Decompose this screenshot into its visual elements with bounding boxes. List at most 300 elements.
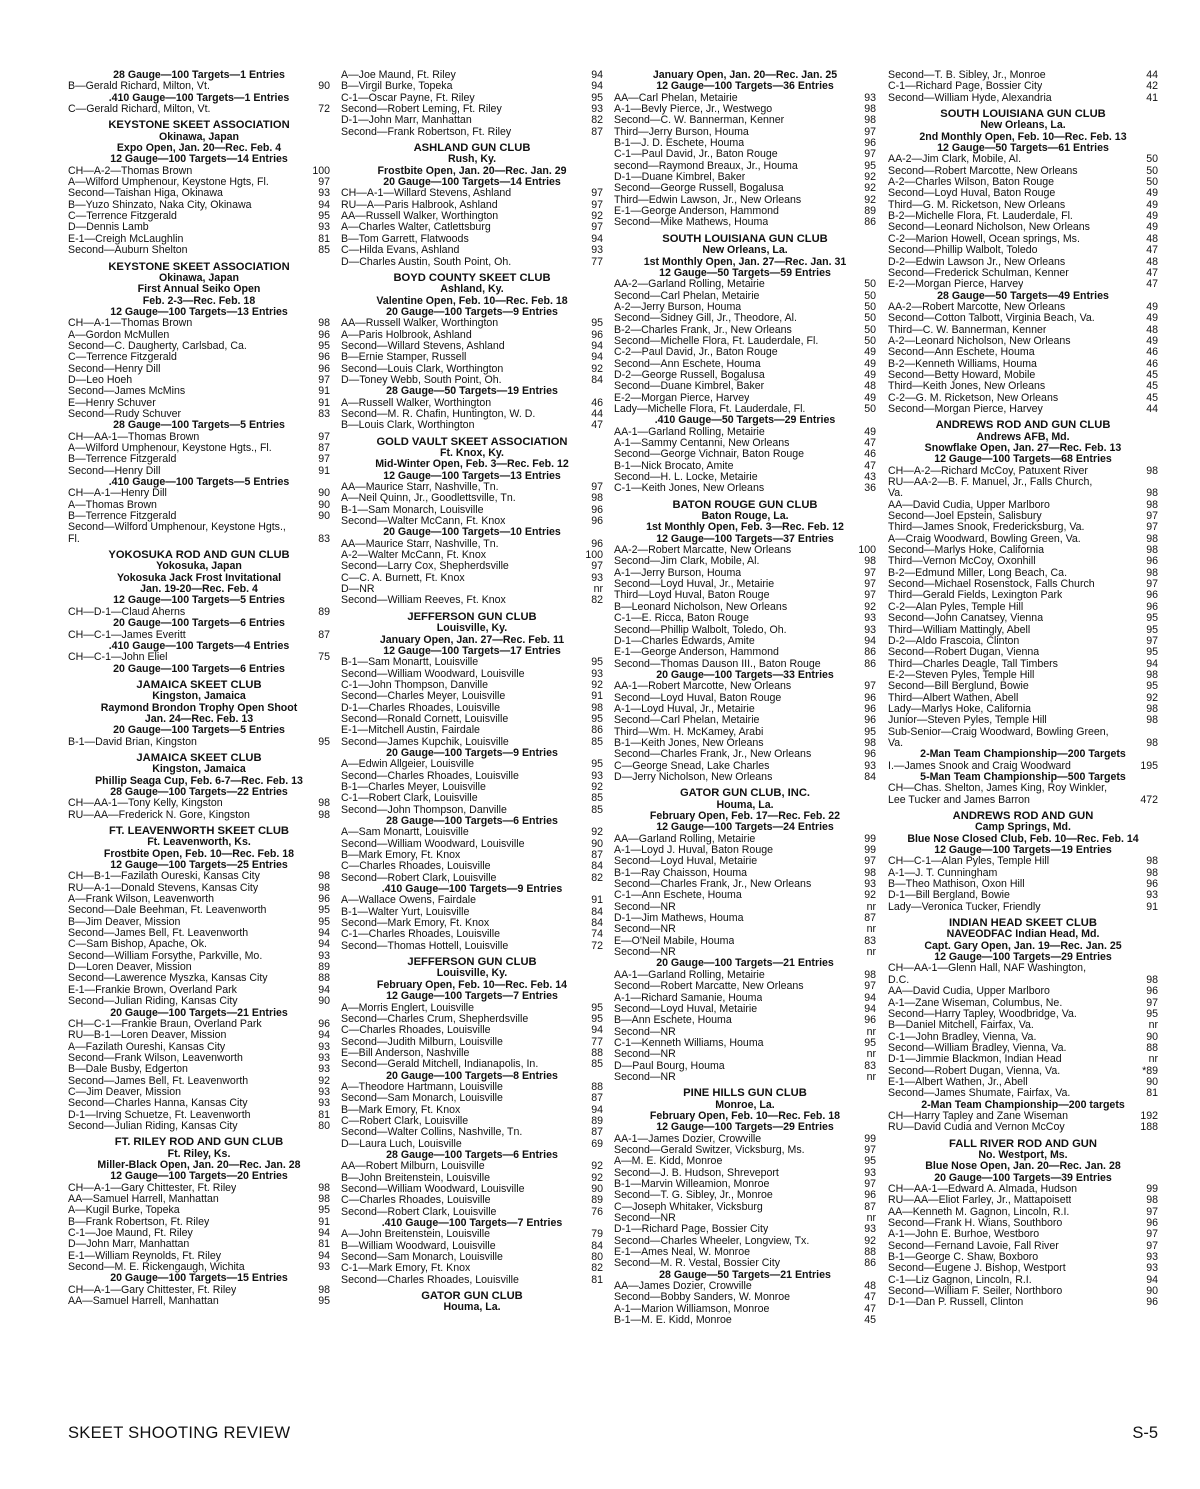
shooter-entry: AA—Samuel Harrell, Manhattan — [68, 1194, 219, 1205]
event-heading: 20 Gauge—100 Targets—15 Entries — [110, 1273, 288, 1285]
score: 95 — [318, 905, 330, 917]
event-heading: 2-Man Team Championship—200 Targets — [920, 749, 1126, 761]
result-row — [614, 681, 876, 692]
event-heading: 20 Gauge—100 Targets—5 Entries — [113, 725, 285, 737]
score: 50 — [864, 290, 876, 302]
result-row — [614, 704, 876, 715]
score: 97 — [864, 681, 876, 693]
shooter-entry: Second—Fernand Lavoie, Fall River — [888, 1240, 1059, 1252]
result-row — [68, 1217, 330, 1228]
score: 82 — [591, 595, 603, 607]
score: 99 — [864, 845, 876, 857]
score: 97 — [318, 431, 330, 443]
score: 94 — [591, 81, 603, 93]
shooter-entry: CH—A-1—Gary Chittester, Ft. Riley — [68, 1182, 237, 1194]
result-row — [614, 659, 876, 670]
shooter-entry: D.C. — [888, 974, 910, 986]
shooter-entry: Second—Robert Marcotte, New Orleans — [888, 165, 1078, 177]
shooter-entry: Second—William Woodward, Louisville — [341, 838, 525, 850]
result-row — [614, 902, 876, 913]
shooter-entry: Second—Carl Phelan, Metairie — [614, 290, 760, 302]
result-row — [614, 381, 876, 392]
result-row — [888, 1122, 1158, 1133]
score: 93 — [318, 1262, 330, 1274]
result-row — [341, 929, 603, 940]
event-heading: Andrews AFB, Md. — [976, 431, 1070, 443]
shooter-entry: Second—Frederick Schulman, Kenner — [888, 267, 1069, 279]
score: 96 — [318, 894, 330, 906]
score: 50 — [864, 313, 876, 325]
result-row — [888, 1241, 1158, 1252]
result-row — [341, 115, 603, 126]
score: 93 — [591, 668, 603, 680]
event-heading: Baton Rouge, La. — [701, 511, 789, 523]
score: nr — [1148, 1020, 1158, 1032]
score: 75 — [318, 652, 330, 664]
club-heading: SOUTH LOUISIANA GUN CLUB — [662, 233, 828, 245]
result-row — [888, 268, 1158, 279]
score: 93 — [591, 104, 603, 116]
score: 99 — [864, 1133, 876, 1145]
event-heading: Mid-Winter Open, Feb. 3—Rec. Feb. 12 — [375, 459, 569, 471]
result-row — [888, 1218, 1158, 1229]
result-row — [888, 381, 1158, 392]
score: 95 — [591, 759, 603, 771]
shooter-entry: Sub-Senior—Craig Woodward, Bowling Green, — [888, 726, 1109, 738]
result-row — [341, 827, 603, 838]
result-row — [68, 951, 330, 962]
score: 98 — [1146, 867, 1158, 879]
score: 98 — [1146, 1195, 1158, 1207]
score: 49 — [864, 392, 876, 404]
shooter-entry: Second—Robert Marcatte, New Orleans — [614, 981, 804, 993]
result-row — [614, 715, 876, 726]
score: nr — [866, 1213, 876, 1225]
shooter-entry: Second—Charles Frank, Jr., New Orleans — [614, 879, 812, 891]
result-row — [888, 963, 1158, 974]
result-row — [68, 500, 330, 511]
score: 91 — [318, 465, 330, 477]
result-row — [341, 1014, 603, 1025]
score: 95 — [318, 736, 330, 748]
event-heading: Capt. Gary Open, Jan. 19—Rec. Jan. 25 — [924, 940, 1122, 952]
score: 88 — [1146, 1042, 1158, 1054]
score: 41 — [1146, 92, 1158, 104]
score: 43 — [864, 472, 876, 484]
score: 92 — [591, 781, 603, 793]
result-row — [888, 188, 1158, 199]
event-heading: 12 Gauge—100 Targets—68 Entries — [934, 454, 1112, 466]
score: 95 — [864, 1156, 876, 1168]
result-row — [614, 579, 876, 590]
result-row — [614, 1315, 876, 1326]
shooter-entry: AA—David Cudia, Upper Marlboro — [888, 986, 1050, 998]
result-row — [341, 1161, 603, 1172]
event-heading: February Open, Feb. 17—Rec. Feb. 22 — [649, 811, 841, 822]
result-row — [68, 1121, 330, 1132]
result-row — [614, 1258, 876, 1269]
result-row — [888, 93, 1158, 104]
score: 98 — [1146, 737, 1158, 749]
result-row — [341, 1241, 603, 1252]
event-heading: Camp Springs, Md. — [975, 822, 1071, 834]
shooter-entry: A—Frank Wilson, Leavenworth — [68, 894, 215, 906]
score: 100 — [312, 165, 330, 177]
result-row — [341, 341, 603, 352]
shooter-entry: Second—Walter McCann, Ft. Knox — [341, 516, 506, 528]
event-heading: Yokosuka Jack Frost Invitational — [116, 572, 282, 584]
shooter-entry: C-1—Keith Jones, New Orleans — [614, 483, 765, 495]
score: 95 — [591, 713, 603, 725]
result-row — [614, 472, 876, 483]
result-row — [341, 505, 603, 516]
shooter-entry: Second—Jim Clark, Mobile, Al. — [614, 556, 760, 568]
score: 97 — [1146, 1240, 1158, 1252]
score: 96 — [1146, 590, 1158, 602]
shooter-entry: Lady—Marlys Hoke, California — [888, 703, 1032, 715]
score: 89 — [318, 962, 330, 974]
score: 93 — [591, 572, 603, 584]
score: 49 — [864, 426, 876, 438]
score: 98 — [318, 1284, 330, 1296]
shooter-entry: Second—Charles Meyer, Louisville — [341, 691, 506, 703]
score: 97 — [1146, 1206, 1158, 1218]
result-row — [888, 404, 1158, 415]
result-row — [341, 104, 603, 115]
event-heading: 28 Gauge—100 Targets—5 Entries — [113, 420, 285, 432]
score: 49 — [864, 358, 876, 370]
result-row — [341, 398, 603, 409]
result-row — [68, 996, 330, 1007]
score: 90 — [1146, 1076, 1158, 1088]
result-row — [888, 1088, 1158, 1099]
score: 96 — [318, 352, 330, 364]
result-row — [888, 1252, 1158, 1263]
score: 98 — [1146, 715, 1158, 727]
shooter-entry: AA—Russell Walker, Worthington — [341, 318, 499, 330]
event-heading: 12 Gauge—100 Targets—37 Entries — [656, 533, 834, 545]
score: 82 — [591, 1263, 603, 1275]
column-4 — [888, 70, 1158, 1309]
score: 90 — [1146, 1031, 1158, 1043]
shooter-entry: Second—Phillip Walbolt, Toledo — [888, 245, 1038, 257]
result-row — [68, 454, 330, 465]
result-row — [614, 461, 876, 472]
score: 47 — [1146, 279, 1158, 291]
score: 46 — [1146, 347, 1158, 359]
shooter-entry: Second—NR — [614, 924, 676, 936]
result-row — [341, 222, 603, 233]
shooter-entry: Second—James McMins — [68, 386, 186, 398]
result-row — [614, 172, 876, 183]
score: 49 — [1146, 222, 1158, 234]
result-row — [614, 545, 876, 556]
score: 47 — [864, 438, 876, 449]
event-heading: New Orleans, La. — [980, 120, 1066, 132]
score: 96 — [1146, 1297, 1158, 1309]
shooter-entry: C-1—Charles Rhoades, Louisville — [341, 929, 500, 941]
shooter-entry: Second—T. B. Sibley, Jr., Monroe — [888, 70, 1046, 81]
shooter-entry: AA—Maurice Starr, Nashville, Tn. — [341, 482, 499, 494]
event-heading: January Open, Jan. 20—Rec. Jan. 25 — [652, 70, 838, 81]
score: 49 — [1146, 301, 1158, 313]
result-row — [341, 1127, 603, 1138]
result-row — [614, 647, 876, 658]
result-row — [888, 783, 1158, 794]
shooter-entry: B—Mark Emory, Ft. Knox — [341, 850, 461, 862]
score: 98 — [591, 493, 603, 505]
result-row — [68, 1205, 330, 1216]
shooter-entry: E-1—George Anderson, Hammond — [614, 647, 779, 659]
score: 81 — [318, 1109, 330, 1121]
score: 95 — [864, 160, 876, 172]
shooter-entry: Second—Charles Rhoades, Louisville — [341, 1274, 519, 1286]
result-row — [614, 206, 876, 217]
score: 80 — [591, 1252, 603, 1264]
shooter-entry: E-1—Albert Wathen, Jr., Abell — [888, 1076, 1028, 1088]
result-row — [68, 1098, 330, 1109]
score: 47 — [1146, 245, 1158, 257]
score: 84 — [591, 918, 603, 930]
shooter-entry: A—Wallace Owens, Fairdale — [341, 895, 477, 907]
event-heading: 28 Gauge—100 Targets—1 Entries — [113, 70, 285, 81]
result-row — [614, 568, 876, 579]
score: 42 — [1146, 81, 1158, 93]
result-row — [614, 313, 876, 324]
result-row — [68, 352, 330, 363]
shooter-entry: Second—Morgan Pierce, Harvey — [888, 403, 1043, 415]
score: 69 — [591, 1138, 603, 1150]
club-heading: PINE HILLS GUN CLUB — [683, 1088, 807, 1100]
shooter-entry: C-1—Ann Eschete, Houma — [614, 890, 742, 902]
shooter-entry: Third—Albert Wathen, Abell — [888, 692, 1019, 704]
score: 93 — [864, 613, 876, 625]
result-row — [614, 347, 876, 358]
shooter-entry: Second—Bobby Sanders, W. Monroe — [614, 1292, 791, 1304]
result-row — [888, 177, 1158, 188]
shooter-entry: RU—AA—Frederick N. Gore, Kingston — [68, 809, 250, 821]
shooter-entry: D—Loren Deaver, Mission — [68, 962, 192, 974]
shooter-entry: D—Charles Austin, South Point, Oh. — [341, 256, 512, 268]
score: 97 — [864, 126, 876, 138]
club-heading: BATON ROUGE GUN CLUB — [672, 499, 818, 511]
shooter-entry: C—Charles Rhoades, Louisville — [341, 1195, 491, 1207]
score: nr — [593, 584, 603, 596]
score: nr — [866, 947, 876, 959]
result-row — [888, 211, 1158, 222]
result-row — [888, 856, 1158, 867]
result-row — [341, 595, 603, 606]
shooter-entry: D-1—Bill Bergland, Bowie — [888, 890, 1010, 902]
score: 94 — [318, 939, 330, 951]
result-row — [888, 1077, 1158, 1088]
shooter-entry: AA—Russell Walker, Worthington — [341, 211, 499, 223]
shooter-entry: C—Joseph Whitaker, Vicksburg — [614, 1201, 763, 1213]
event-heading: January Open, Jan. 27—Rec. Feb. 11 — [379, 634, 565, 646]
result-row — [614, 993, 876, 1004]
score: 83 — [318, 408, 330, 420]
shooter-entry: Second—Auburn Shelton — [68, 245, 188, 257]
result-row — [888, 568, 1158, 579]
result-row — [68, 330, 330, 341]
result-row — [68, 894, 330, 905]
score: 94 — [864, 635, 876, 647]
shooter-entry: Third—James Snook, Fredericksburg, Va. — [888, 522, 1085, 534]
result-row — [614, 359, 876, 370]
shooter-entry: C-1—Kenneth Williams, Houma — [614, 1037, 764, 1049]
event-heading: 20 Gauge—100 Targets—39 Entries — [934, 1172, 1112, 1184]
score: 94 — [591, 70, 603, 81]
score: 92 — [591, 827, 603, 839]
score: 48 — [864, 1281, 876, 1293]
shooter-entry: Second—Wilford Umphenour, Keystone Hgts., — [68, 522, 286, 534]
score: 49 — [1146, 335, 1158, 347]
shooter-entry: B—William Woodward, Louisville — [341, 1240, 496, 1252]
score: 83 — [318, 533, 330, 545]
result-row — [341, 1003, 603, 1014]
score: 91 — [591, 895, 603, 907]
event-heading: 20 Gauge—100 Targets—21 Entries — [656, 958, 834, 970]
event-heading: 12 Gauge—100 Targets—19 Entries — [934, 845, 1112, 857]
result-row — [614, 749, 876, 760]
score: 47 — [1146, 267, 1158, 279]
score: 95 — [1146, 647, 1158, 659]
event-heading: Frostbite Open, Feb. 10—Rec. Feb. 18 — [103, 848, 295, 860]
shooter-entry: CH—A-1—Gary Chittester, Ft. Riley — [68, 1284, 237, 1296]
shooter-entry: Second—Julian Riding, Kansas City — [68, 996, 238, 1008]
result-row — [888, 336, 1158, 347]
result-row — [341, 873, 603, 884]
shooter-entry: C-1—John Thompson, Danville — [341, 679, 489, 691]
result-row — [888, 556, 1158, 567]
score: 44 — [591, 408, 603, 420]
column-1 — [68, 70, 330, 1307]
shooter-entry: Third—C. W. Bannerman, Kenner — [888, 324, 1047, 336]
shooter-entry: A-1—Loyd J. Huval, Baton Rouge — [614, 845, 773, 857]
shooter-entry: Second—Thomas Hottell, Louisville — [341, 940, 509, 952]
shooter-entry: AA-2—Robert Marcatte, New Orleans — [614, 545, 792, 557]
shooter-entry: Second—James Shumate, Fairfax, Va. — [888, 1088, 1071, 1100]
shooter-entry: Va. — [888, 737, 904, 749]
shooter-entry: Lee Tucker and James Barron — [888, 794, 1030, 806]
result-row — [614, 1247, 876, 1258]
score: 97 — [591, 199, 603, 211]
score: 88 — [591, 1081, 603, 1093]
event-heading: Phillip Seaga Cup, Feb. 6-7—Rec. Feb. 13 — [95, 775, 303, 787]
result-row — [614, 138, 876, 149]
shooter-entry: CH—AA-1—Edward A. Almada, Hudson — [888, 1184, 1078, 1195]
score: 94 — [1146, 1274, 1158, 1286]
score: 85 — [591, 1059, 603, 1071]
result-row — [68, 917, 330, 928]
shooter-entry: D—John Marr, Manhattan — [68, 1239, 190, 1251]
result-row — [888, 1263, 1158, 1274]
shooter-entry: Second—C. Daugherty, Carlsbad, Ca. — [68, 340, 247, 352]
shooter-entry: A—Wilford Umphenour, Keystone Hgts, Fl. — [68, 177, 269, 189]
event-heading: 2-Man Team Championship—200 targets — [921, 1099, 1125, 1111]
score: 49 — [864, 347, 876, 359]
score: 96 — [591, 516, 603, 528]
score: 93 — [318, 1098, 330, 1110]
shooter-entry: D—Jerry Nicholson, New Orleans — [614, 771, 773, 783]
score: 96 — [1146, 1218, 1158, 1230]
score — [1154, 477, 1158, 488]
shooter-entry: B—Tom Garrett, Flatwoods — [341, 233, 469, 245]
result-row — [888, 1043, 1158, 1054]
shooter-entry: B-1—George C. Shaw, Boxboro — [888, 1252, 1039, 1264]
score: 85 — [591, 793, 603, 805]
event-heading: Miller-Black Open, Jan. 20—Rec. Jan. 28 — [97, 1159, 301, 1171]
event-heading: Blue Nose Closed Club, Feb. 10—Rec. Feb. 14 — [907, 833, 1139, 845]
result-row — [888, 466, 1158, 477]
score: 98 — [1146, 499, 1158, 511]
shooter-entry: E-2—Steven Pyles, Temple Hill — [888, 669, 1035, 681]
score: 49 — [1146, 313, 1158, 325]
result-row — [341, 805, 603, 816]
shooter-entry: Junior—Steven Pyles, Temple Hill — [888, 715, 1047, 727]
score: 92 — [591, 1172, 603, 1184]
event-heading: 28 Gauge—50 Targets—21 Entries — [659, 1269, 831, 1281]
score: 94 — [1146, 658, 1158, 670]
result-row — [341, 93, 603, 104]
result-row — [341, 669, 603, 680]
result-row — [341, 482, 603, 493]
shooter-entry: Second—James Kupchik, Louisville — [341, 736, 509, 748]
result-row — [68, 1262, 330, 1273]
shooter-entry: AA—James Dozier, Crowville — [614, 1281, 752, 1293]
shooter-entry: Second—Charles Hanna, Kansas City — [68, 1098, 248, 1110]
shooter-entry: Second—Ronald Cornett, Louisville — [341, 713, 509, 725]
shooter-entry: B-1—Marvin Willeamion, Monroe — [614, 1179, 770, 1190]
shooter-entry: CH—A-2—Richard McCoy, Patuxent River — [888, 465, 1088, 477]
shooter-entry: Second—Loyd Huval, Baton Rouge — [614, 692, 782, 704]
shooter-entry: AA—David Cudia, Upper Marlboro — [888, 499, 1050, 511]
score: 93 — [864, 1224, 876, 1236]
shooter-entry: Second—John Thompson, Danville — [341, 804, 507, 816]
score: 81 — [1146, 1088, 1158, 1100]
event-heading: 12 Gauge—100 Targets—13 Entries — [110, 306, 288, 318]
result-row — [614, 1213, 876, 1224]
event-heading: 12 Gauge—100 Targets—7 Entries — [386, 991, 558, 1003]
result-row — [341, 81, 603, 92]
shooter-entry: CH—A-1—Willard Stevens, Ashland — [341, 188, 512, 200]
score: 87 — [591, 1127, 603, 1139]
shooter-entry: Second—Robert Dugan, Vienna, Va. — [888, 1065, 1061, 1077]
shooter-entry: AA-1—Robert Marcotte, New Orleans — [614, 681, 792, 693]
result-row — [888, 1009, 1158, 1020]
event-heading: Expo Open, Jan. 20—Rec. Feb. 4 — [116, 143, 282, 155]
score: 90 — [318, 499, 330, 511]
result-row — [614, 302, 876, 313]
shooter-entry: Second—Robert Clark, Louisville — [341, 872, 497, 884]
event-heading: 28 Gauge—100 Targets—22 Entries — [110, 786, 288, 798]
result-row — [68, 522, 330, 533]
shooter-entry: Second—NR — [614, 1071, 676, 1083]
shooter-entry: Second—William Woodward, Louisville — [341, 1184, 525, 1195]
score: 96 — [591, 504, 603, 516]
event-heading: 12 Gauge—50 Targets—59 Entries — [659, 267, 831, 279]
shooter-entry: CH—C-1—Frankie Braun, Overland Park — [68, 1018, 262, 1030]
event-heading: 1st Monthly Open, Feb. 3—Rec. Feb. 12 — [646, 522, 844, 534]
shooter-entry: RU—AA—Eliot Farley, Jr., Mattapoisett — [888, 1195, 1072, 1207]
score — [1154, 963, 1158, 974]
score: 98 — [864, 969, 876, 981]
result-row — [614, 625, 876, 636]
shooter-entry: Second—NR — [614, 1213, 676, 1225]
shooter-entry: A—Kugil Burke, Topeka — [68, 1205, 180, 1217]
result-row — [341, 375, 603, 386]
shooter-entry: A-1—Jerry Burson, Houma — [614, 567, 742, 579]
